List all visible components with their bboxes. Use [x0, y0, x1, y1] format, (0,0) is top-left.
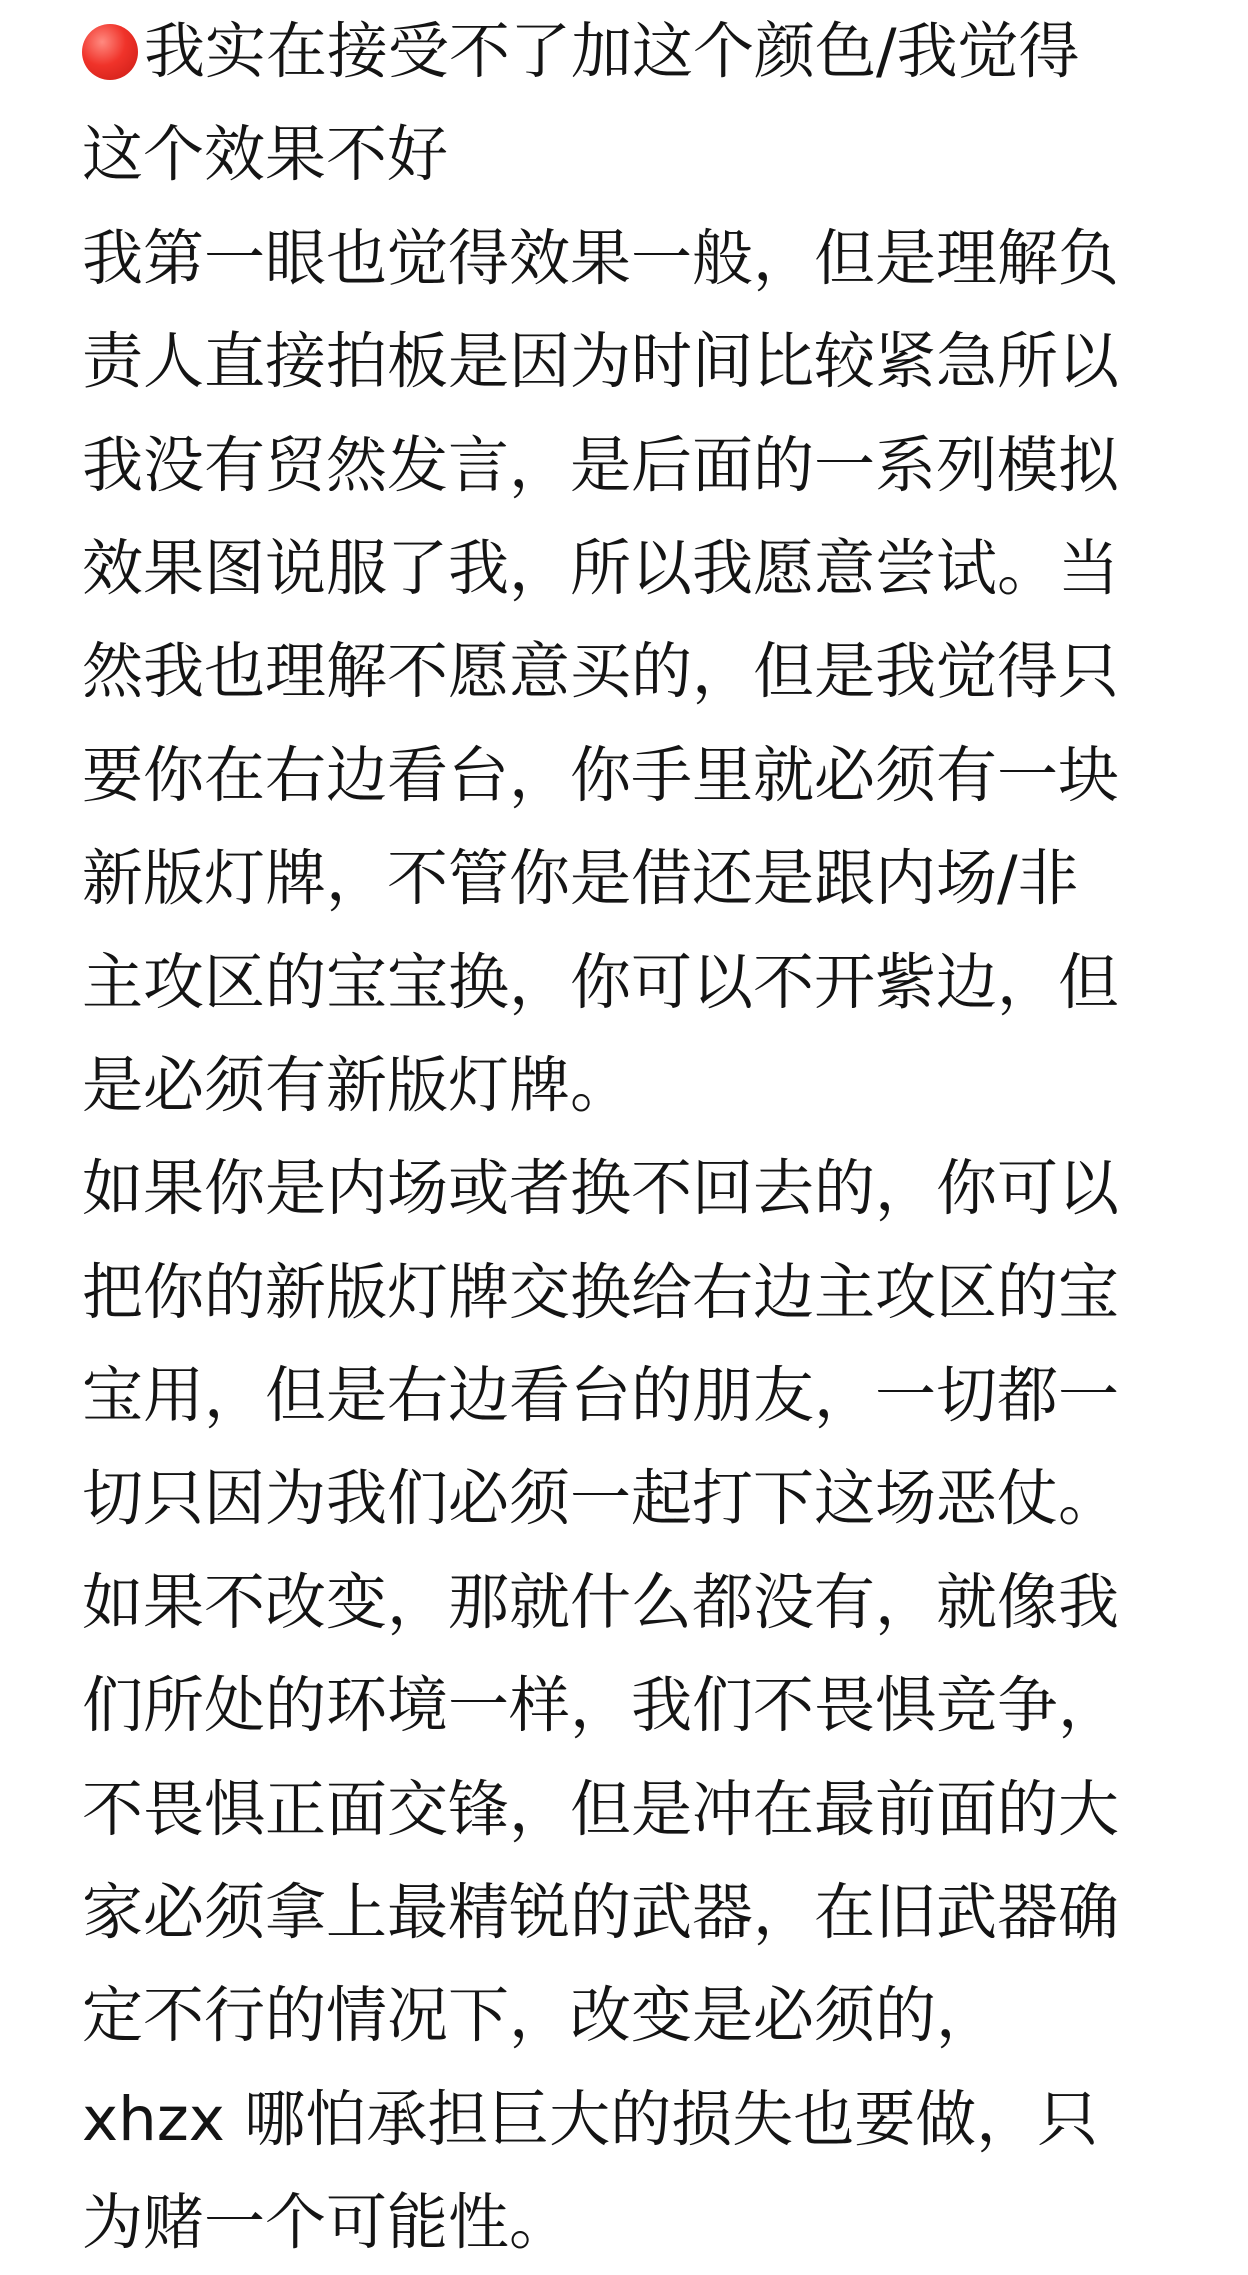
post-line-text: 我实在接受不了加这个颜色/我觉得: [144, 16, 1080, 87]
post-body: [82, 0, 1182, 2275]
post-line: 这个效果不好: [82, 119, 449, 191]
post-line: 们所处的环境一样，我们不畏惧竞争，: [82, 1670, 1120, 1742]
post-line: 我第一眼也觉得效果一般，但是理解负: [82, 222, 1120, 294]
post-line: 为赌一个可能性。: [82, 2187, 571, 2259]
post-line: 切只因为我们必须一起打下这场恶仗。: [82, 1463, 1120, 1535]
post-line: xhzx 哪怕承担巨大的损失也要做，只: [82, 2083, 1099, 2155]
post-line: 把你的新版灯牌交换给右边主攻区的宝: [82, 1256, 1120, 1328]
red-circle-icon: [82, 24, 138, 80]
post-line: 如果不改变，那就什么都没有，就像我: [82, 1566, 1120, 1638]
post-line: 要你在右边看台，你手里就必须有一块: [82, 739, 1120, 811]
post-line: 定不行的情况下，改变是必须的，: [82, 1980, 998, 2052]
post-line: 宝用，但是右边看台的朋友，一切都一: [82, 1360, 1120, 1432]
post-line: 责人直接拍板是因为时间比较紧急所以: [82, 326, 1120, 398]
post-line: 是必须有新版灯牌。: [82, 1049, 632, 1121]
post-line: 主攻区的宝宝换，你可以不开紫边，但: [82, 946, 1120, 1018]
post-line: 不畏惧正面交锋，但是冲在最前面的大: [82, 1773, 1120, 1845]
post-line: 如果你是内场或者换不回去的，你可以: [82, 1153, 1120, 1225]
post-line: 然我也理解不愿意买的，但是我觉得只: [82, 636, 1120, 708]
post-line: 家必须拿上最精锐的武器，在旧武器确: [82, 1877, 1120, 1949]
post-line: 新版灯牌，不管你是借还是跟内场/非: [82, 843, 1079, 915]
post-line: 效果图说服了我，所以我愿意尝试。当: [82, 532, 1120, 604]
post-line: 我没有贸然发言，是后面的一系列模拟: [82, 429, 1120, 501]
post-line: [82, 0, 1182, 103]
